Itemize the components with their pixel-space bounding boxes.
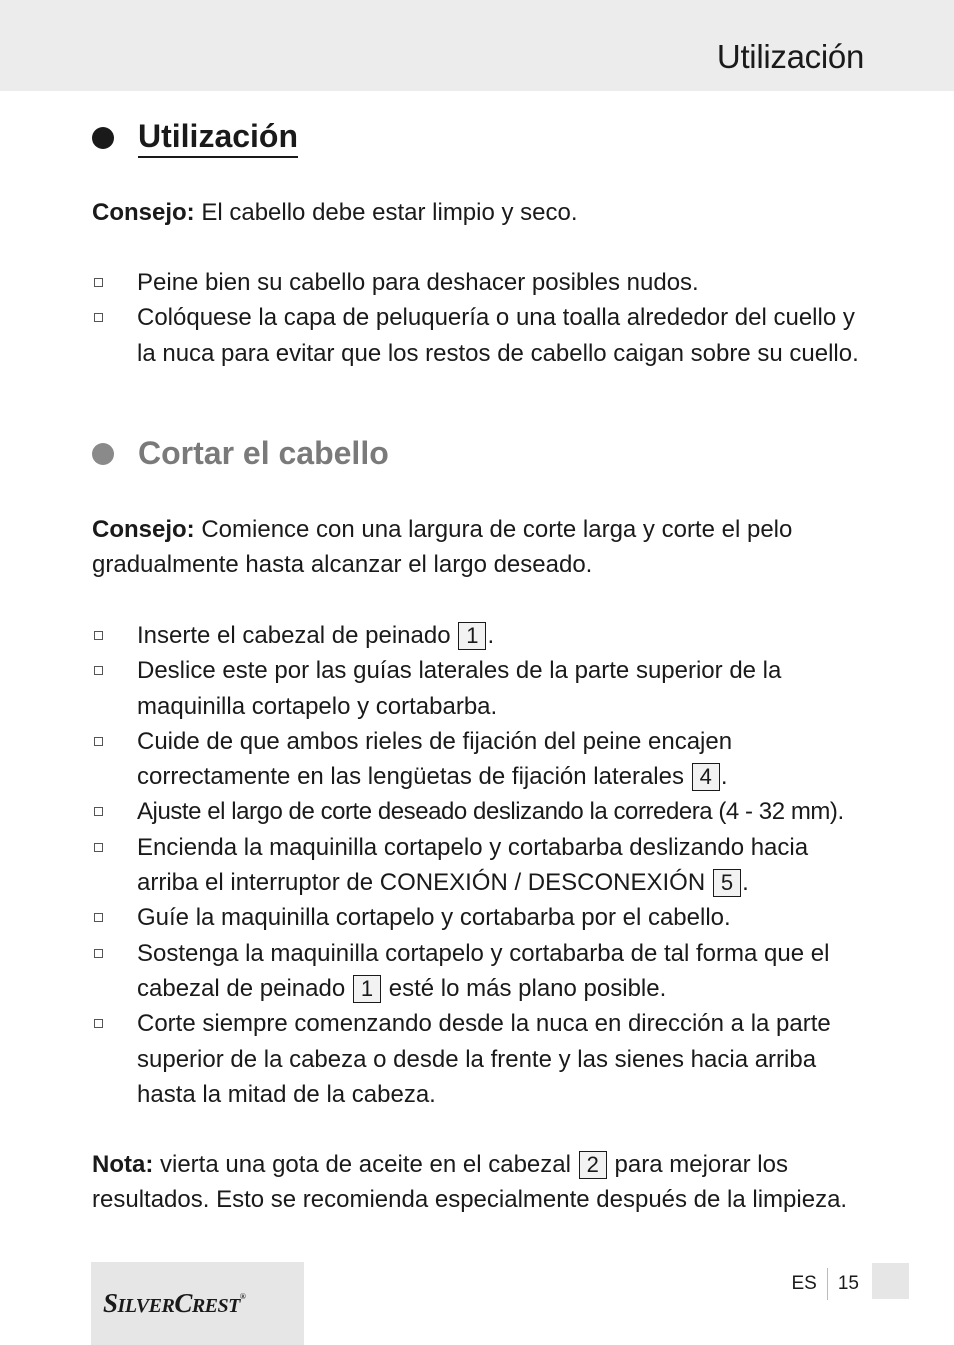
page-header-title: Utilización	[716, 38, 864, 75]
language-code: ES	[791, 1273, 817, 1294]
header-band	[0, 0, 954, 91]
note-paragraph	[92, 1147, 872, 1217]
part-reference: 1	[353, 975, 381, 1003]
list-item-text: Peine bien su cabello para deshacer posibles nudos.	[137, 269, 699, 296]
logo-text: SILVERCREST®	[103, 1288, 246, 1318]
note-label: Nota:	[92, 1151, 154, 1178]
list-item-text: .	[487, 622, 495, 649]
bullet-dot-icon	[92, 443, 114, 465]
page-number: 15	[837, 1273, 859, 1294]
bullet-dot-icon	[92, 127, 114, 149]
checkbox-bullet-icon	[94, 913, 103, 922]
tip-paragraph	[92, 512, 872, 582]
page-divider	[827, 1268, 828, 1300]
instruction-list-1	[92, 265, 872, 371]
checkbox-bullet-icon	[94, 807, 103, 816]
checkbox-bullet-icon	[94, 666, 103, 675]
list-item	[92, 1006, 872, 1112]
part-reference: 2	[579, 1151, 607, 1179]
list-item-text: Ajuste el largo de corte deseado deslizando la corredera (4 - 32 mm).	[137, 798, 844, 826]
part-reference: 1	[458, 622, 486, 650]
list-item-text: Sostenga la maquinilla cortapelo y cortabarba de tal forma que el cabezal de peinado	[137, 939, 830, 1002]
list-item-text: Deslice este por las guías laterales de la parte superior de la maquinilla cortapelo y cortabarba.	[137, 657, 782, 720]
page-info	[792, 1268, 860, 1300]
tip-paragraph	[92, 195, 872, 230]
list-item	[92, 794, 872, 829]
note-text: para mejorar los resultados. Esto se recomienda especialmente después de la limpieza.	[92, 1151, 848, 1213]
list-item	[92, 900, 872, 935]
checkbox-bullet-icon	[94, 843, 103, 852]
tip-text: Comience con una largura de corte larga y corte el pelo gradualmente hasta alcanzar el largo deseado.	[92, 516, 793, 578]
list-item-text: Encienda la maquinilla cortapelo y cortabarba deslizando hacia arriba el interruptor de CONEXIÓN / DESCONEXIÓN	[137, 833, 809, 897]
list-item-text: Cuide de que ambos rieles de fijación del peine encajen correctamente en las lengüetas de fijación laterales	[137, 727, 733, 791]
list-item	[92, 300, 872, 371]
part-reference: 4	[692, 763, 720, 791]
list-item-text: Inserte el cabezal de peinado	[137, 622, 458, 649]
tip-label: Consejo:	[92, 199, 195, 226]
tip-label: Consejo:	[92, 516, 195, 543]
list-item-text: esté lo más plano posible.	[382, 974, 667, 1002]
list-item	[92, 936, 872, 1007]
page-tab-marker	[872, 1263, 909, 1299]
section-heading-cortar	[92, 435, 389, 472]
checkbox-bullet-icon	[94, 313, 103, 322]
list-item	[92, 724, 872, 795]
list-item-text: Guíe la maquinilla cortapelo y cortabarba por el cabello.	[137, 904, 731, 932]
section-heading-utilizacion	[92, 118, 298, 158]
list-item	[92, 653, 872, 724]
silvercrest-logo	[91, 1262, 304, 1345]
checkbox-bullet-icon	[94, 1019, 103, 1028]
list-item-text: Corte siempre comenzando desde la nuca en dirección a la parte superior de la cabeza o desde la frente y las sienes hacia arriba hasta la mitad de la cabeza.	[137, 1010, 831, 1108]
section-heading-text: Cortar el cabello	[138, 435, 389, 471]
list-item	[92, 265, 872, 300]
checkbox-bullet-icon	[94, 737, 103, 746]
list-item	[92, 618, 872, 653]
checkbox-bullet-icon	[94, 278, 103, 287]
section-heading-text: Utilización	[138, 118, 298, 158]
instruction-list-2	[92, 618, 872, 1112]
list-item-text: .	[720, 763, 728, 791]
checkbox-bullet-icon	[94, 949, 103, 958]
list-item	[92, 830, 872, 901]
checkbox-bullet-icon	[94, 631, 103, 640]
part-reference: 5	[713, 869, 741, 897]
note-text: vierta una gota de aceite en el cabezal	[153, 1151, 578, 1178]
list-item-text: .	[742, 869, 749, 897]
tip-text: El cabello debe estar limpio y seco.	[194, 199, 578, 226]
list-item-text: Colóquese la capa de peluquería o una toalla alrededor del cuello y la nuca para evitar que los restos de cabello caigan sobre su cuello.	[137, 304, 859, 367]
